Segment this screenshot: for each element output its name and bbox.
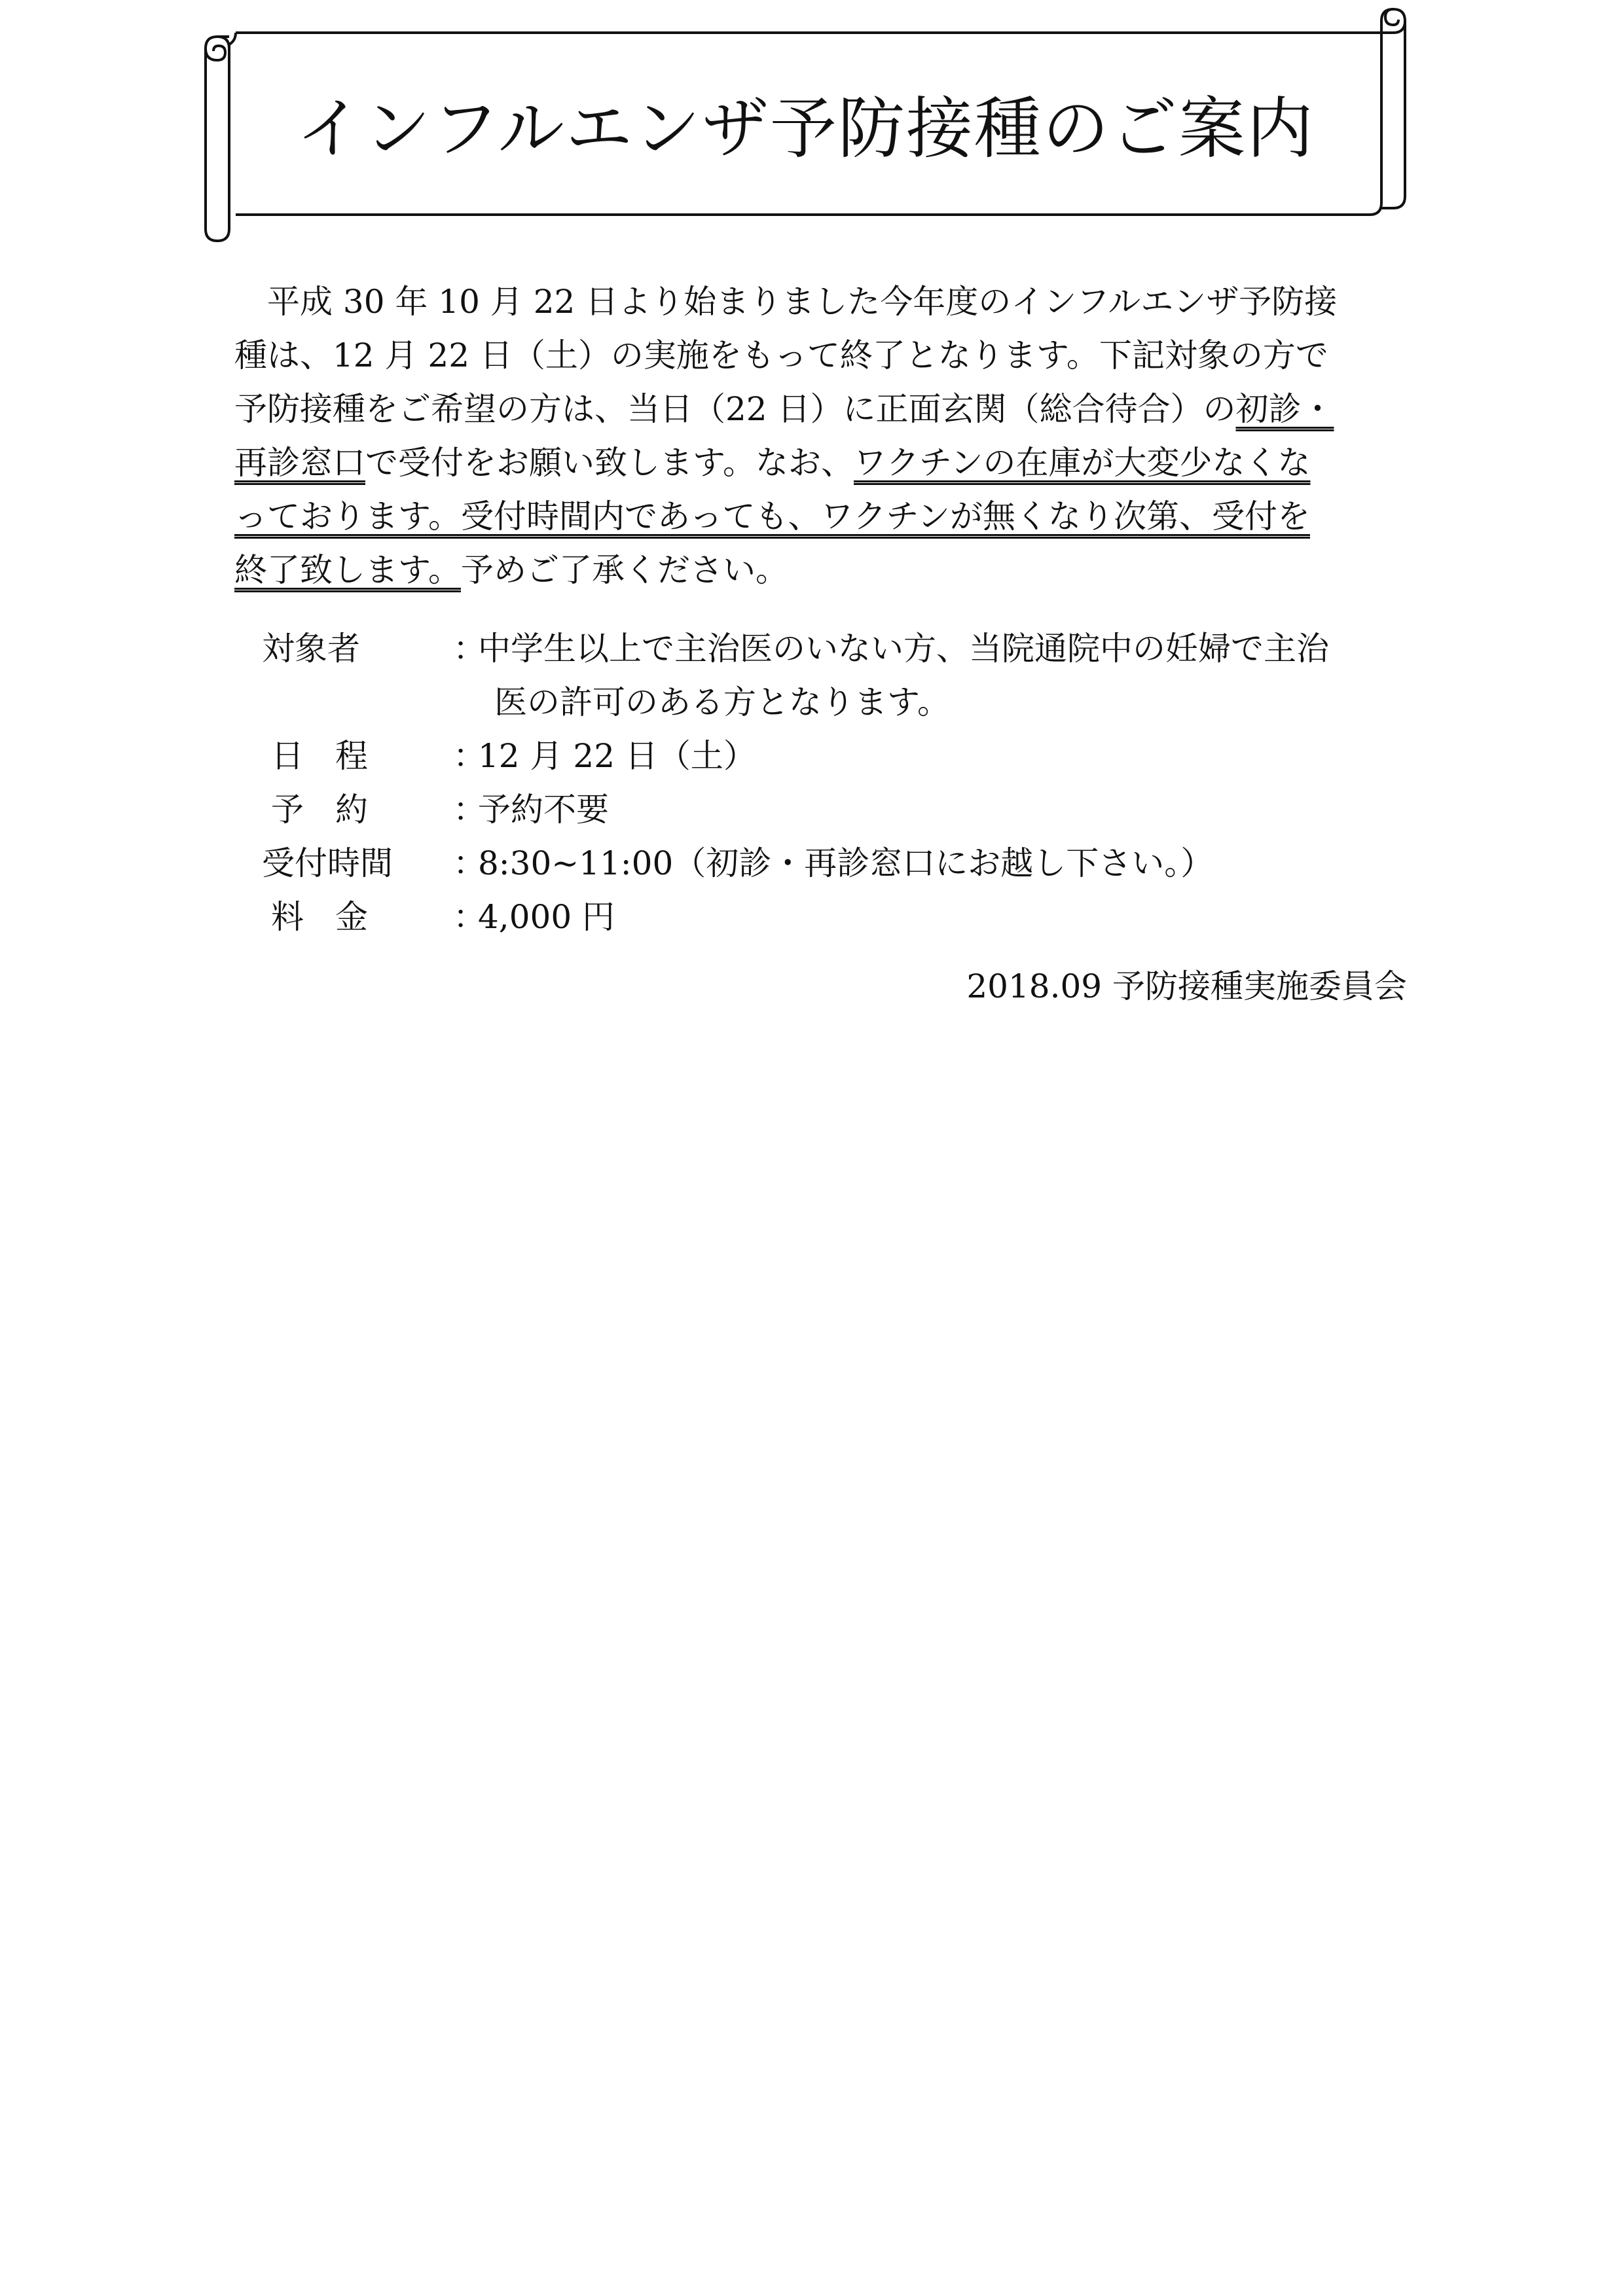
hours-label: 受付時間	[262, 844, 393, 882]
page-title: インフルエンザ予防接種のご案内	[296, 90, 1315, 168]
colon: ：	[453, 898, 486, 936]
intro-line	[234, 436, 1406, 490]
title-scroll-banner	[203, 7, 1408, 242]
intro-line	[234, 275, 1406, 329]
reservation-value: 予約不要	[478, 791, 609, 829]
colon: ：	[453, 844, 486, 882]
underlined-text: ワクチンの在庫が大変少なくな	[854, 444, 1311, 482]
intro-line	[234, 543, 1406, 597]
detail-row-hours	[262, 836, 1414, 890]
detail-row-fee	[262, 890, 1414, 944]
fee-value: 4,000 円	[478, 898, 615, 936]
intro-text: 種は、12 月 22 日（土）の実施をもって終了となります。下記対象の方で	[234, 336, 1328, 374]
intro-text: 予めご了承ください。	[461, 551, 788, 589]
hours-value: 8:30~11:00（初診・再診窓口にお越し下さい。）	[478, 844, 1214, 882]
signature: 2018.09 予防接種実施委員会	[966, 967, 1407, 1005]
reservation-label: 予約	[271, 791, 399, 829]
detail-row-reservation	[262, 783, 1414, 836]
intro-line	[234, 490, 1406, 543]
intro-line	[234, 329, 1406, 382]
colon: ：	[453, 737, 486, 775]
intro-text: で受付をお願い致します。なお、	[365, 444, 854, 482]
fee-label: 料金	[271, 898, 399, 936]
underlined-text: っております。受付時間内であっても、ワクチンが無くなり次第、受付を	[234, 497, 1310, 535]
intro-paragraph	[234, 275, 1406, 597]
colon: ：	[453, 791, 486, 829]
intro-line	[234, 382, 1406, 436]
colon: ：	[453, 630, 486, 668]
intro-text: 予防接種をご希望の方は、当日（22 日）に正面玄関（総合待合）の	[234, 390, 1236, 428]
underlined-text: 初診・	[1235, 390, 1334, 428]
details-list	[262, 622, 1414, 944]
schedule-label: 日程	[271, 737, 399, 775]
detail-row-schedule	[262, 729, 1414, 783]
detail-row-target-cont	[262, 675, 1414, 729]
underlined-text: 再診窓口	[234, 444, 365, 482]
target-value: 中学生以上で主治医のいない方、当院通院中の妊婦で主治	[478, 630, 1329, 668]
intro-text: 平成 30 年 10 月 22 日より始まりました今年度のインフルエンザ予防接	[267, 283, 1338, 321]
underlined-text: 終了致します。	[234, 551, 461, 589]
detail-row-target	[262, 622, 1414, 675]
target-value-cont: 医の許可のある方となります。	[494, 683, 950, 721]
schedule-value: 12 月 22 日（土）	[478, 737, 756, 775]
target-label: 対象者	[262, 630, 360, 668]
